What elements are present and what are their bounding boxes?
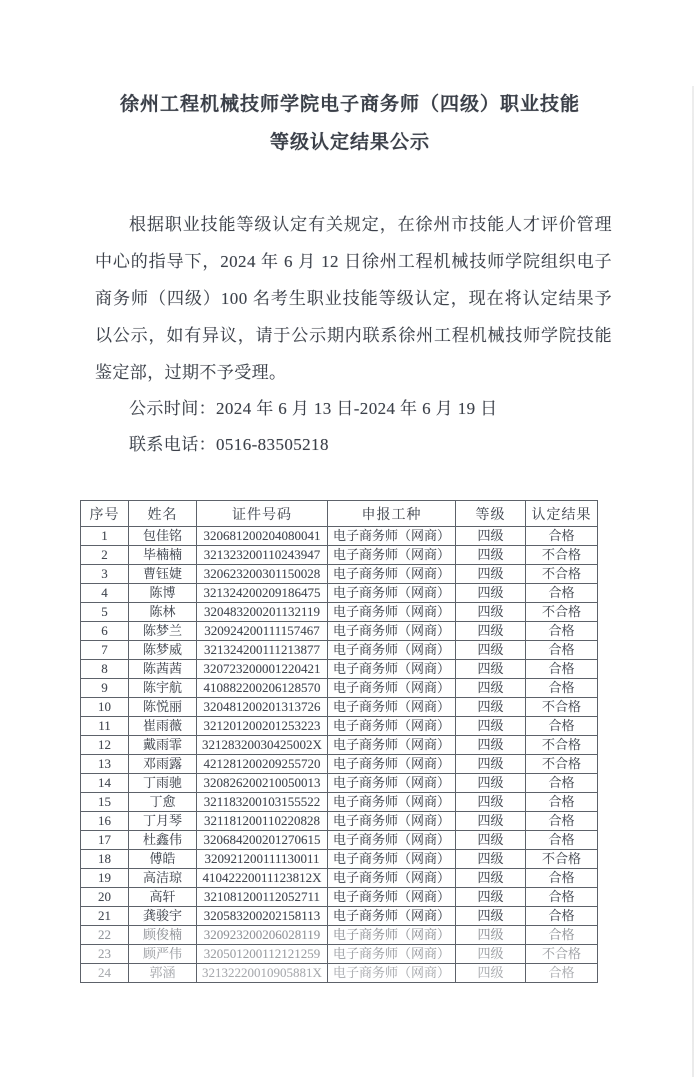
cell-occupation: 电子商务师（网商）	[328, 850, 456, 869]
cell-no: 13	[81, 755, 129, 774]
cell-level: 四级	[456, 793, 526, 812]
page-title	[0, 86, 700, 162]
cell-id-number: 320681200204080041	[197, 527, 328, 546]
cell-no: 22	[81, 926, 129, 945]
cell-level: 四级	[456, 622, 526, 641]
column-header-name: 姓名	[129, 501, 197, 527]
cell-result: 不合格	[526, 736, 598, 755]
cell-level: 四级	[456, 774, 526, 793]
cell-name: 高洁琼	[129, 869, 197, 888]
cell-no: 8	[81, 660, 129, 679]
table-row	[81, 755, 598, 774]
cell-result: 合格	[526, 717, 598, 736]
column-header-no: 序号	[81, 501, 129, 527]
cell-level: 四级	[456, 584, 526, 603]
cell-level: 四级	[456, 850, 526, 869]
cell-id-number: 320924200111157467	[197, 622, 328, 641]
cell-id-number: 320723200001220421	[197, 660, 328, 679]
cell-result: 合格	[526, 527, 598, 546]
page-title-line-1: 徐州工程机械技师学院电子商务师（四级）职业技能	[119, 94, 580, 115]
cell-occupation: 电子商务师（网商）	[328, 831, 456, 850]
cell-occupation: 电子商务师（网商）	[328, 793, 456, 812]
cell-result: 合格	[526, 888, 598, 907]
publicity-period-line: 公示时间：2024 年 6 月 13 日-2024 年 6 月 19 日	[129, 399, 498, 418]
cell-name: 陈林	[129, 603, 197, 622]
table-row	[81, 926, 598, 945]
table-body	[81, 527, 598, 983]
cell-id-number: 41042220011123812X	[197, 869, 328, 888]
cell-level: 四级	[456, 565, 526, 584]
cell-level: 四级	[456, 907, 526, 926]
cell-result: 合格	[526, 622, 598, 641]
table-row	[81, 945, 598, 964]
cell-no: 23	[81, 945, 129, 964]
table-row	[81, 546, 598, 565]
cell-occupation: 电子商务师（网商）	[328, 736, 456, 755]
cell-no: 2	[81, 546, 129, 565]
cell-name: 龚骏宇	[129, 907, 197, 926]
cell-level: 四级	[456, 698, 526, 717]
cell-occupation: 电子商务师（网商）	[328, 698, 456, 717]
cell-id-number: 321081200112052711	[197, 888, 328, 907]
cell-name: 陈悦丽	[129, 698, 197, 717]
table-row	[81, 793, 598, 812]
cell-no: 21	[81, 907, 129, 926]
cell-name: 傅皓	[129, 850, 197, 869]
cell-result: 不合格	[526, 565, 598, 584]
cell-name: 陈梦威	[129, 641, 197, 660]
cell-name: 顾俊楠	[129, 926, 197, 945]
cell-name: 崔雨薇	[129, 717, 197, 736]
cell-id-number: 321324200209186475	[197, 584, 328, 603]
table-row	[81, 964, 598, 983]
table-row	[81, 622, 598, 641]
cell-no: 1	[81, 527, 129, 546]
cell-level: 四级	[456, 831, 526, 850]
table-row	[81, 679, 598, 698]
cell-id-number: 321181200110220828	[197, 812, 328, 831]
cell-level: 四级	[456, 736, 526, 755]
cell-name: 高轩	[129, 888, 197, 907]
cell-name: 戴雨霏	[129, 736, 197, 755]
table-row	[81, 850, 598, 869]
cell-no: 9	[81, 679, 129, 698]
cell-level: 四级	[456, 679, 526, 698]
table-row	[81, 888, 598, 907]
cell-result: 合格	[526, 774, 598, 793]
cell-no: 12	[81, 736, 129, 755]
table-row	[81, 603, 598, 622]
cell-name: 陈梦兰	[129, 622, 197, 641]
cell-result: 合格	[526, 793, 598, 812]
table-row	[81, 660, 598, 679]
cell-level: 四级	[456, 546, 526, 565]
cell-name: 丁愈	[129, 793, 197, 812]
cell-result: 不合格	[526, 945, 598, 964]
cell-name: 陈茜茜	[129, 660, 197, 679]
cell-no: 14	[81, 774, 129, 793]
cell-result: 不合格	[526, 603, 598, 622]
cell-level: 四级	[456, 888, 526, 907]
cell-name: 邓雨露	[129, 755, 197, 774]
cell-name: 丁月琴	[129, 812, 197, 831]
cell-result: 合格	[526, 869, 598, 888]
cell-occupation: 电子商务师（网商）	[328, 945, 456, 964]
table-row	[81, 717, 598, 736]
cell-name: 毕楠楠	[129, 546, 197, 565]
cell-result: 合格	[526, 926, 598, 945]
column-header-level: 等级	[456, 501, 526, 527]
cell-occupation: 电子商务师（网商）	[328, 603, 456, 622]
cell-occupation: 电子商务师（网商）	[328, 622, 456, 641]
cell-no: 19	[81, 869, 129, 888]
cell-level: 四级	[456, 717, 526, 736]
cell-occupation: 电子商务师（网商）	[328, 641, 456, 660]
cell-no: 24	[81, 964, 129, 983]
cell-occupation: 电子商务师（网商）	[328, 774, 456, 793]
column-header-occupation: 申报工种	[328, 501, 456, 527]
cell-id-number: 321201200201253223	[197, 717, 328, 736]
cell-no: 15	[81, 793, 129, 812]
cell-id-number: 320583200202158113	[197, 907, 328, 926]
cell-result: 合格	[526, 641, 598, 660]
cell-result: 不合格	[526, 755, 598, 774]
contact-phone-line: 联系电话：0516-83505218	[129, 435, 329, 454]
cell-id-number: 320501200112121259	[197, 945, 328, 964]
cell-name: 陈博	[129, 584, 197, 603]
cell-occupation: 电子商务师（网商）	[328, 812, 456, 831]
cell-level: 四级	[456, 812, 526, 831]
cell-result: 合格	[526, 907, 598, 926]
cell-no: 16	[81, 812, 129, 831]
cell-id-number: 421281200209255720	[197, 755, 328, 774]
table-row	[81, 641, 598, 660]
cell-result: 合格	[526, 679, 598, 698]
cell-level: 四级	[456, 755, 526, 774]
cell-occupation: 电子商务师（网商）	[328, 546, 456, 565]
cell-no: 6	[81, 622, 129, 641]
scan-edge-artifact	[692, 86, 694, 1077]
cell-level: 四级	[456, 660, 526, 679]
cell-result: 不合格	[526, 546, 598, 565]
table-header-row	[81, 501, 598, 527]
table-row	[81, 736, 598, 755]
cell-id-number: 320481200201313726	[197, 698, 328, 717]
results-table	[80, 500, 598, 983]
cell-id-number: 320684200201270615	[197, 831, 328, 850]
cell-occupation: 电子商务师（网商）	[328, 964, 456, 983]
cell-id-number: 320623200301150028	[197, 565, 328, 584]
cell-result: 不合格	[526, 698, 598, 717]
cell-level: 四级	[456, 603, 526, 622]
cell-id-number: 32128320030425002X	[197, 736, 328, 755]
cell-occupation: 电子商务师（网商）	[328, 660, 456, 679]
cell-id-number: 321324200111213877	[197, 641, 328, 660]
page-title-line-2: 等级认定结果公示	[269, 132, 430, 153]
cell-id-number: 321183200103155522	[197, 793, 328, 812]
cell-no: 18	[81, 850, 129, 869]
column-header-result: 认定结果	[526, 501, 598, 527]
cell-no: 3	[81, 565, 129, 584]
cell-name: 顾严伟	[129, 945, 197, 964]
cell-occupation: 电子商务师（网商）	[328, 755, 456, 774]
cell-id-number: 320826200210050013	[197, 774, 328, 793]
cell-id-number: 410882200206128570	[197, 679, 328, 698]
cell-occupation: 电子商务师（网商）	[328, 679, 456, 698]
cell-name: 郭涵	[129, 964, 197, 983]
table-row	[81, 698, 598, 717]
notice-paragraph: 根据职业技能等级认定有关规定，在徐州市技能人才评价管理中心的指导下，2024 年 6 月 12 日徐州工程机械技师学院组织电子商务师（四级）100 名考生职业技能等级认定，现在将认定结果予以公示，如有异议，请于公示期内联系徐州工程机械技师学院技能鉴定部，过期不予受理。	[95, 215, 612, 382]
scanned-notice-page	[0, 86, 700, 1077]
cell-occupation: 电子商务师（网商）	[328, 565, 456, 584]
cell-no: 10	[81, 698, 129, 717]
cell-name: 曹钰婕	[129, 565, 197, 584]
table-row	[81, 565, 598, 584]
cell-result: 合格	[526, 660, 598, 679]
cell-name: 杜鑫伟	[129, 831, 197, 850]
cell-id-number: 321323200110243947	[197, 546, 328, 565]
notice-body	[95, 206, 612, 391]
cell-id-number: 320921200111130011	[197, 850, 328, 869]
table-row	[81, 584, 598, 603]
cell-result: 合格	[526, 831, 598, 850]
cell-occupation: 电子商务师（网商）	[328, 869, 456, 888]
cell-level: 四级	[456, 964, 526, 983]
cell-occupation: 电子商务师（网商）	[328, 907, 456, 926]
cell-occupation: 电子商务师（网商）	[328, 584, 456, 603]
table-row	[81, 812, 598, 831]
cell-no: 17	[81, 831, 129, 850]
cell-no: 5	[81, 603, 129, 622]
cell-occupation: 电子商务师（网商）	[328, 527, 456, 546]
cell-result: 合格	[526, 964, 598, 983]
cell-id-number: 320923200206028119	[197, 926, 328, 945]
cell-result: 合格	[526, 584, 598, 603]
cell-no: 11	[81, 717, 129, 736]
table-row	[81, 774, 598, 793]
cell-name: 丁雨驰	[129, 774, 197, 793]
cell-no: 7	[81, 641, 129, 660]
table-row	[81, 527, 598, 546]
cell-no: 4	[81, 584, 129, 603]
cell-no: 20	[81, 888, 129, 907]
cell-result: 不合格	[526, 850, 598, 869]
cell-level: 四级	[456, 641, 526, 660]
table-row	[81, 869, 598, 888]
cell-level: 四级	[456, 869, 526, 888]
table-row	[81, 907, 598, 926]
cell-id-number: 32132220010905881X	[197, 964, 328, 983]
cell-level: 四级	[456, 926, 526, 945]
cell-occupation: 电子商务师（网商）	[328, 888, 456, 907]
cell-level: 四级	[456, 527, 526, 546]
cell-name: 陈宇航	[129, 679, 197, 698]
table-row	[81, 831, 598, 850]
cell-occupation: 电子商务师（网商）	[328, 926, 456, 945]
cell-result: 合格	[526, 812, 598, 831]
cell-occupation: 电子商务师（网商）	[328, 717, 456, 736]
cell-level: 四级	[456, 945, 526, 964]
cell-id-number: 320483200201132119	[197, 603, 328, 622]
column-header-id-number: 证件号码	[197, 501, 328, 527]
cell-name: 包佳铭	[129, 527, 197, 546]
